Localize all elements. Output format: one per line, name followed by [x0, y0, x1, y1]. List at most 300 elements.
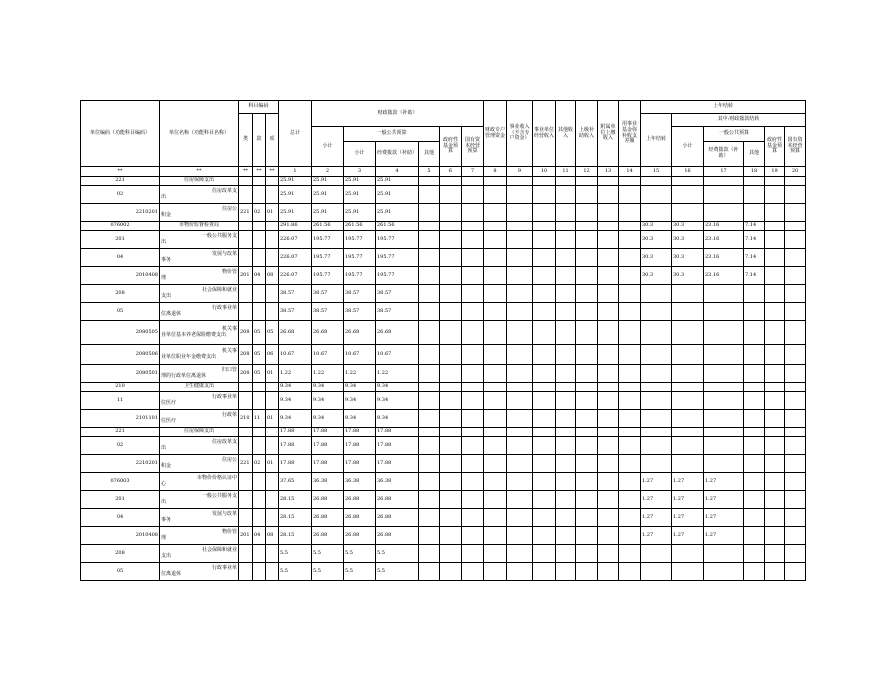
column-number: 17 — [704, 167, 744, 177]
fiscal-subtotal-cell: 5.5 — [312, 563, 344, 581]
empty-cell — [765, 545, 785, 563]
fiscal-subtotal-cell: 25.91 — [312, 204, 344, 222]
empty-cell — [619, 321, 641, 345]
empty-cell — [484, 545, 507, 563]
unit-code — [81, 455, 160, 473]
column-number: 11 — [556, 167, 576, 177]
empty-cell — [440, 321, 462, 345]
header-fiscal: 财政拨款（补助） — [312, 101, 484, 127]
empty-cell — [507, 365, 533, 383]
unit-name — [160, 267, 239, 285]
total-cell: 25.91 — [279, 204, 312, 222]
empty-cell — [507, 455, 533, 473]
column-number: 5 — [419, 167, 440, 177]
total-cell: 26.68 — [279, 321, 312, 345]
lei-cell — [239, 231, 253, 249]
ly-funding-cell: 1.27 — [704, 491, 744, 509]
empty-cell — [507, 186, 533, 204]
ly-other-cell: 7.14 — [744, 267, 765, 285]
gen-funding-cell: 17.88 — [376, 437, 419, 455]
header-gen-funding: 经费拨款（补助） — [376, 142, 419, 167]
empty-cell — [507, 509, 533, 527]
kuan-cell — [253, 303, 266, 321]
empty-cell — [440, 473, 462, 491]
unit-name-line2: 出 — [161, 193, 167, 200]
header-lei: 类 — [239, 114, 253, 167]
column-number: ** — [239, 167, 253, 177]
empty-cell — [598, 473, 619, 491]
total-cell: 38.57 — [279, 303, 312, 321]
kuan-cell — [253, 186, 266, 204]
unit-name-line1: 发展与改革 — [211, 250, 237, 257]
empty-cell — [507, 345, 533, 365]
gen-funding-cell: 5.5 — [376, 545, 419, 563]
empty-cell — [484, 303, 507, 321]
empty-cell — [533, 545, 556, 563]
table-row — [81, 473, 806, 491]
column-number-row-line — [81, 167, 806, 177]
lei-cell — [239, 177, 253, 186]
empty-cell — [484, 365, 507, 383]
unit-name-line2: 位离退休 — [161, 570, 182, 577]
column-number: 4 — [376, 167, 419, 177]
kuan-cell — [253, 491, 266, 509]
empty-cell — [619, 303, 641, 321]
budget-table — [80, 100, 806, 581]
kuan-cell: 05 — [253, 321, 266, 345]
header-last-year-total: 上年结转 — [641, 114, 672, 167]
empty-cell — [765, 410, 785, 428]
empty-cell — [556, 365, 576, 383]
ly-other-cell — [744, 204, 765, 222]
empty-cell — [462, 249, 484, 267]
empty-cell — [419, 303, 440, 321]
ly-other-cell — [744, 186, 765, 204]
empty-cell — [556, 437, 576, 455]
ly-subtotal-cell: 1.27 — [672, 509, 704, 527]
empty-cell — [785, 473, 806, 491]
last-year-total-cell: 30.3 — [641, 267, 672, 285]
unit-name-line2: 理 — [161, 534, 167, 541]
last-year-total-cell — [641, 285, 672, 303]
unit-name-line2: 心 — [161, 480, 167, 487]
unit-name-line1: 社会保障和就业 — [201, 546, 237, 553]
header-last-year-fiscal: 其中:财政拨款结转 — [672, 114, 806, 127]
last-year-total-cell: 30.3 — [641, 222, 672, 231]
gen-funding-cell: 38.57 — [376, 285, 419, 303]
empty-cell — [440, 231, 462, 249]
empty-cell — [576, 545, 598, 563]
empty-cell — [507, 177, 533, 186]
ly-funding-cell: 1.27 — [704, 527, 744, 545]
table-row — [81, 345, 806, 365]
gen-funding-cell: 26.88 — [376, 491, 419, 509]
ly-other-cell — [744, 410, 765, 428]
unit-code-text: 201 — [115, 235, 125, 242]
xiang-cell — [266, 473, 279, 491]
unit-code-text: 2010408 — [135, 271, 158, 278]
empty-cell — [785, 437, 806, 455]
empty-cell — [619, 204, 641, 222]
empty-cell — [556, 383, 576, 392]
ly-subtotal-cell — [672, 383, 704, 392]
header-ly-other: 其他 — [744, 142, 765, 167]
total-cell: 25.91 — [279, 177, 312, 186]
xiang-cell — [266, 285, 279, 303]
empty-cell — [619, 231, 641, 249]
lei-cell — [239, 303, 253, 321]
unit-code — [81, 491, 160, 509]
last-year-total-cell — [641, 345, 672, 365]
unit-code-text: 02 — [116, 441, 124, 448]
unit-code-text: 2210201 — [135, 459, 158, 466]
unit-name-line1: 市物价监督检查局 — [178, 222, 219, 229]
fiscal-subtotal-cell: 26.68 — [312, 321, 344, 345]
empty-cell — [556, 509, 576, 527]
gen-funding-cell: 261.56 — [376, 222, 419, 231]
empty-cell — [419, 177, 440, 186]
empty-cell — [440, 563, 462, 581]
empty-cell — [598, 345, 619, 365]
empty-cell — [507, 383, 533, 392]
empty-cell — [440, 249, 462, 267]
empty-cell — [419, 437, 440, 455]
kuan-cell — [253, 563, 266, 581]
fiscal-subtotal-cell: 25.91 — [312, 186, 344, 204]
header-unit-code: 单位编码（功能科目编码） — [81, 101, 160, 167]
empty-cell — [576, 365, 598, 383]
kuan-cell — [253, 285, 266, 303]
unit-name — [160, 204, 239, 222]
unit-code-text: 2080501 — [135, 369, 158, 376]
empty-cell — [576, 437, 598, 455]
empty-cell — [507, 491, 533, 509]
table-row — [81, 285, 806, 303]
empty-cell — [765, 437, 785, 455]
ly-other-cell — [744, 345, 765, 365]
gen-subtotal-cell: 9.34 — [344, 410, 376, 428]
header-ly-funding: 经费拨款（补助） — [704, 142, 744, 167]
ly-funding-cell — [704, 285, 744, 303]
empty-cell — [556, 249, 576, 267]
last-year-total-cell — [641, 545, 672, 563]
empty-cell — [440, 428, 462, 437]
empty-cell — [785, 545, 806, 563]
empty-cell — [619, 437, 641, 455]
total-cell: 291.86 — [279, 222, 312, 231]
empty-cell — [419, 392, 440, 410]
empty-cell — [533, 177, 556, 186]
xiang-cell — [266, 491, 279, 509]
xiang-cell: 06 — [266, 345, 279, 365]
unit-name-line1: 住房改革支 — [211, 438, 237, 445]
table-row — [81, 267, 806, 285]
empty-cell — [419, 267, 440, 285]
fiscal-subtotal-cell: 26.88 — [312, 491, 344, 509]
ly-other-cell — [744, 473, 765, 491]
ly-subtotal-cell — [672, 186, 704, 204]
gen-subtotal-cell: 195.77 — [344, 231, 376, 249]
unit-code — [81, 204, 160, 222]
unit-code — [81, 437, 160, 455]
unit-code — [81, 303, 160, 321]
xiang-cell — [266, 177, 279, 186]
table-row — [81, 491, 806, 509]
last-year-total-cell — [641, 563, 672, 581]
empty-cell — [598, 321, 619, 345]
empty-cell — [419, 509, 440, 527]
empty-cell — [765, 563, 785, 581]
unit-name-line1: 物价管 — [221, 528, 237, 535]
empty-cell — [484, 177, 507, 186]
unit-code — [81, 527, 160, 545]
empty-cell — [484, 410, 507, 428]
empty-cell — [598, 428, 619, 437]
table-row — [81, 410, 806, 428]
gen-funding-cell: 38.57 — [376, 303, 419, 321]
header-total: 总计 — [279, 101, 312, 167]
table-row — [81, 177, 806, 186]
empty-cell — [462, 437, 484, 455]
kuan-cell — [253, 177, 266, 186]
empty-cell — [576, 231, 598, 249]
gen-subtotal-cell: 38.57 — [344, 303, 376, 321]
unit-name-line1: 一般公共服务支 — [201, 232, 237, 239]
table-row — [81, 545, 806, 563]
unit-name-line1: 行政事业单 — [211, 564, 237, 571]
unit-code-text: 201 — [115, 495, 125, 502]
ly-other-cell — [744, 383, 765, 392]
ly-other-cell — [744, 455, 765, 473]
empty-cell — [765, 455, 785, 473]
column-number: 7 — [462, 167, 484, 177]
unit-name-line1: 发展与改革 — [211, 510, 237, 517]
empty-cell — [556, 303, 576, 321]
total-cell: 226.07 — [279, 267, 312, 285]
lei-cell — [239, 186, 253, 204]
xiang-cell: 08 — [266, 267, 279, 285]
empty-cell — [462, 231, 484, 249]
empty-cell — [765, 345, 785, 365]
xiang-cell — [266, 437, 279, 455]
empty-cell — [598, 410, 619, 428]
empty-cell — [619, 509, 641, 527]
xiang-cell — [266, 509, 279, 527]
empty-cell — [619, 491, 641, 509]
empty-cell — [556, 455, 576, 473]
empty-cell — [765, 231, 785, 249]
empty-cell — [556, 321, 576, 345]
empty-cell — [765, 303, 785, 321]
gen-subtotal-cell: 17.88 — [344, 428, 376, 437]
gen-subtotal-cell: 195.77 — [344, 267, 376, 285]
empty-cell — [533, 303, 556, 321]
empty-cell — [533, 186, 556, 204]
fiscal-subtotal-cell: 26.88 — [312, 527, 344, 545]
unit-code-text: 11 — [116, 396, 124, 403]
empty-cell — [462, 177, 484, 186]
empty-cell — [533, 455, 556, 473]
total-cell: 38.57 — [279, 285, 312, 303]
empty-cell — [619, 545, 641, 563]
fiscal-subtotal-cell: 25.91 — [312, 177, 344, 186]
table-row — [81, 563, 806, 581]
ly-subtotal-cell — [672, 345, 704, 365]
gen-subtotal-cell: 25.91 — [344, 186, 376, 204]
empty-cell — [765, 383, 785, 392]
empty-cell — [556, 177, 576, 186]
ly-funding-cell — [704, 392, 744, 410]
empty-cell — [785, 563, 806, 581]
empty-cell — [556, 222, 576, 231]
last-year-total-cell — [641, 410, 672, 428]
unit-code — [81, 365, 160, 383]
empty-cell — [462, 563, 484, 581]
empty-cell — [507, 392, 533, 410]
column-number: ** — [266, 167, 279, 177]
unit-name-line1: 住房公 — [221, 456, 237, 463]
empty-cell — [419, 365, 440, 383]
gen-subtotal-cell: 9.34 — [344, 392, 376, 410]
empty-cell — [533, 383, 556, 392]
unit-name-line2: 出 — [161, 238, 167, 245]
empty-cell — [576, 527, 598, 545]
empty-cell — [785, 527, 806, 545]
total-cell: 5.5 — [279, 545, 312, 563]
empty-cell — [507, 303, 533, 321]
xiang-cell — [266, 231, 279, 249]
empty-cell — [419, 222, 440, 231]
gen-subtotal-cell: 9.34 — [344, 383, 376, 392]
gen-funding-cell: 26.68 — [376, 321, 419, 345]
unit-name — [160, 410, 239, 428]
ly-funding-cell — [704, 345, 744, 365]
table-row — [81, 204, 806, 222]
unit-name — [160, 545, 239, 563]
empty-cell — [576, 345, 598, 365]
total-cell: 226.07 — [279, 231, 312, 249]
ly-funding-cell — [704, 321, 744, 345]
empty-cell — [598, 437, 619, 455]
xiang-cell — [266, 428, 279, 437]
header-subject-code: 科目编码 — [239, 101, 279, 114]
empty-cell — [440, 365, 462, 383]
empty-cell — [619, 455, 641, 473]
xiang-cell — [266, 392, 279, 410]
empty-cell — [598, 222, 619, 231]
unit-name-line1: 机关事 — [221, 325, 237, 332]
empty-cell — [533, 345, 556, 365]
empty-cell — [619, 428, 641, 437]
ly-subtotal-cell — [672, 545, 704, 563]
unit-code — [81, 392, 160, 410]
empty-cell — [507, 249, 533, 267]
table-row — [81, 365, 806, 383]
empty-cell — [440, 267, 462, 285]
header-ly-gov-fund: 政府性基金预算 — [765, 127, 785, 167]
empty-cell — [533, 231, 556, 249]
lei-cell — [239, 383, 253, 392]
unit-code — [81, 267, 160, 285]
ly-subtotal-cell — [672, 392, 704, 410]
empty-cell — [598, 249, 619, 267]
ly-other-cell — [744, 321, 765, 345]
total-cell: 9.34 — [279, 392, 312, 410]
header-last-year: 上年结转 — [641, 101, 806, 114]
xiang-cell: 08 — [266, 527, 279, 545]
empty-cell — [533, 563, 556, 581]
empty-cell — [576, 455, 598, 473]
empty-cell — [419, 345, 440, 365]
empty-cell — [484, 222, 507, 231]
fiscal-subtotal-cell: 1.22 — [312, 365, 344, 383]
empty-cell — [765, 491, 785, 509]
empty-cell — [598, 267, 619, 285]
lei-cell: 221 — [239, 204, 253, 222]
lei-cell: 208 — [239, 365, 253, 383]
fiscal-subtotal-cell: 5.5 — [312, 545, 344, 563]
xiang-cell — [266, 563, 279, 581]
empty-cell — [484, 455, 507, 473]
empty-cell — [785, 455, 806, 473]
empty-cell — [507, 231, 533, 249]
empty-cell — [419, 231, 440, 249]
empty-cell — [462, 410, 484, 428]
last-year-total-cell — [641, 186, 672, 204]
header-fiscal-subtotal: 小计 — [312, 127, 344, 167]
empty-cell — [484, 563, 507, 581]
unit-name-line1: 归口管 — [221, 366, 237, 373]
fiscal-subtotal-cell: 17.88 — [312, 428, 344, 437]
unit-code-text: 04 — [116, 513, 124, 520]
kuan-cell — [253, 473, 266, 491]
lei-cell: 208 — [239, 321, 253, 345]
empty-cell — [598, 365, 619, 383]
gen-funding-cell: 195.77 — [376, 249, 419, 267]
unit-name — [160, 383, 239, 392]
unit-name — [160, 249, 239, 267]
empty-cell — [440, 527, 462, 545]
table-header — [81, 101, 806, 167]
unit-name-line2: 支出 — [161, 292, 172, 299]
empty-cell — [533, 473, 556, 491]
empty-cell — [619, 410, 641, 428]
unit-code — [81, 222, 160, 231]
ly-subtotal-cell — [672, 177, 704, 186]
unit-name — [160, 509, 239, 527]
unit-name-line2: 积金 — [161, 211, 172, 218]
unit-name — [160, 365, 239, 383]
unit-name-line1: 行政事业单 — [211, 304, 237, 311]
empty-cell — [619, 383, 641, 392]
ly-other-cell — [744, 428, 765, 437]
ly-funding-cell — [704, 204, 744, 222]
empty-cell — [419, 527, 440, 545]
header-gov-fund: 政府性基金预算 — [440, 127, 462, 167]
ly-funding-cell — [704, 410, 744, 428]
gen-funding-cell: 25.91 — [376, 204, 419, 222]
unit-code — [81, 321, 160, 345]
empty-cell — [619, 365, 641, 383]
empty-cell — [598, 527, 619, 545]
empty-cell — [484, 383, 507, 392]
xiang-cell — [266, 186, 279, 204]
ly-subtotal-cell — [672, 321, 704, 345]
unit-name-line2: 位医疗 — [161, 399, 177, 406]
column-number: 16 — [672, 167, 704, 177]
column-number: 1 — [279, 167, 312, 177]
gen-subtotal-cell: 17.88 — [344, 455, 376, 473]
